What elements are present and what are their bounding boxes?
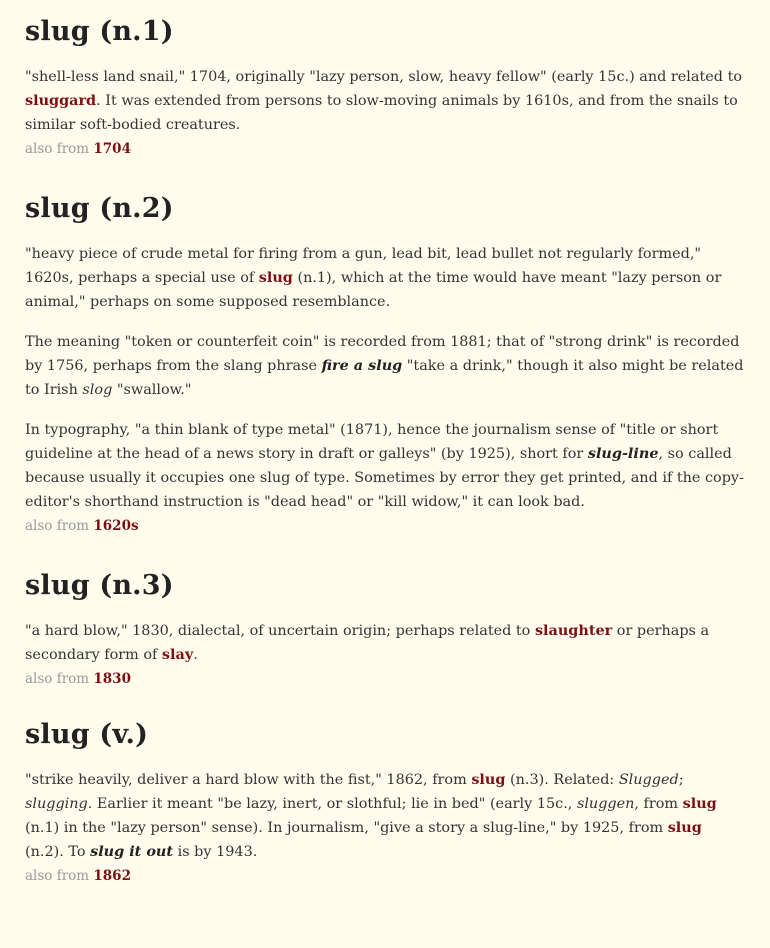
term-slugging: slugging: [25, 796, 88, 812]
entry-title: slug (n.2): [25, 193, 174, 224]
also-from: also from 1704: [25, 141, 131, 157]
entry-title: slug (n.3): [25, 570, 174, 601]
xref-link-slug[interactable]: slug: [667, 819, 702, 836]
entry-slug-n1: [25, 16, 745, 159]
phrase-slug-line: slug-line: [587, 445, 659, 462]
xref-link-sluggard[interactable]: sluggard: [25, 92, 97, 109]
xref-link-slug[interactable]: slug: [682, 795, 717, 812]
xref-link-slaughter[interactable]: slaughter: [534, 622, 613, 639]
definition-paragraph: "strike heavily, deliver a hard blow with the fist," 1862, from slug (n.3). Related: Slugged; slugging. Earlier it meant "be lazy, inert, or slothful; lie in bed" (early 15c., sluggen, from slug (n.1) in the "lazy person" sense). In journalism, "give a story a slug-line," by 1925, from slug (n.2). To slug it out is by 1943.: [25, 771, 717, 860]
also-from: also from 1862: [25, 868, 131, 884]
definition-paragraph: "heavy piece of crude metal for firing from a gun, lead bit, lead bullet not regularly formed," 1620s, perhaps a special use of slug (n.1), which at the time would have meant "lazy person or animal," perhaps on some supposed resemblance.: [25, 246, 722, 310]
also-from-date-link[interactable]: 1830: [93, 671, 131, 687]
definition-paragraph: The meaning "token or counterfeit coin" is recorded from 1881; that of "strong drink" is recorded by 1756, perhaps from the slang phrase fire a slug "take a drink," though it also might be related to Irish slog "swallow.": [25, 334, 744, 398]
also-from-date-link[interactable]: 1862: [93, 868, 131, 884]
entry-title: slug (n.1): [25, 16, 174, 47]
xref-link-slay[interactable]: slay: [161, 646, 194, 663]
also-from-date-link[interactable]: 1620s: [93, 518, 139, 534]
also-from: also from 1830: [25, 671, 131, 687]
xref-link-slug[interactable]: slug: [471, 771, 506, 788]
xref-link-slug[interactable]: slug: [258, 269, 293, 286]
phrase-fire-a-slug: fire a slug: [321, 357, 403, 374]
term-slugged: Slugged: [618, 772, 679, 788]
entry-slug-v: [25, 719, 745, 886]
definition-paragraph: In typography, "a thin blank of type metal" (1871), hence the journalism sense of "title or short guideline at the head of a news story in draft or galleys" (by 1925), short for slug-line, so called because usually it occupies one slug of type. Sometimes by error they get printed, and if the copy-editor's shorthand instruction is "dead head" or "kill widow," it can look bad.: [25, 422, 744, 510]
entry-title: slug (v.): [25, 719, 149, 750]
also-from-date-link[interactable]: 1704: [93, 141, 131, 157]
entry-slug-n2: [25, 193, 745, 536]
term-sluggen: sluggen: [576, 796, 635, 812]
phrase-slug-it-out: slug it out: [90, 843, 174, 860]
definition-paragraph: "shell-less land snail," 1704, originally "lazy person, slow, heavy fellow" (early 15c.) and related to sluggard. It was extended from persons to slow-moving animals by 1610s, and from the snails to similar soft-bodied creatures.: [25, 69, 743, 133]
also-from: also from 1620s: [25, 518, 139, 534]
entry-slug-n3: [25, 570, 745, 689]
definition-paragraph: "a hard blow," 1830, dialectal, of uncertain origin; perhaps related to slaughter or perhaps a secondary form of slay.: [25, 622, 710, 663]
term-slog: slog: [82, 382, 113, 398]
